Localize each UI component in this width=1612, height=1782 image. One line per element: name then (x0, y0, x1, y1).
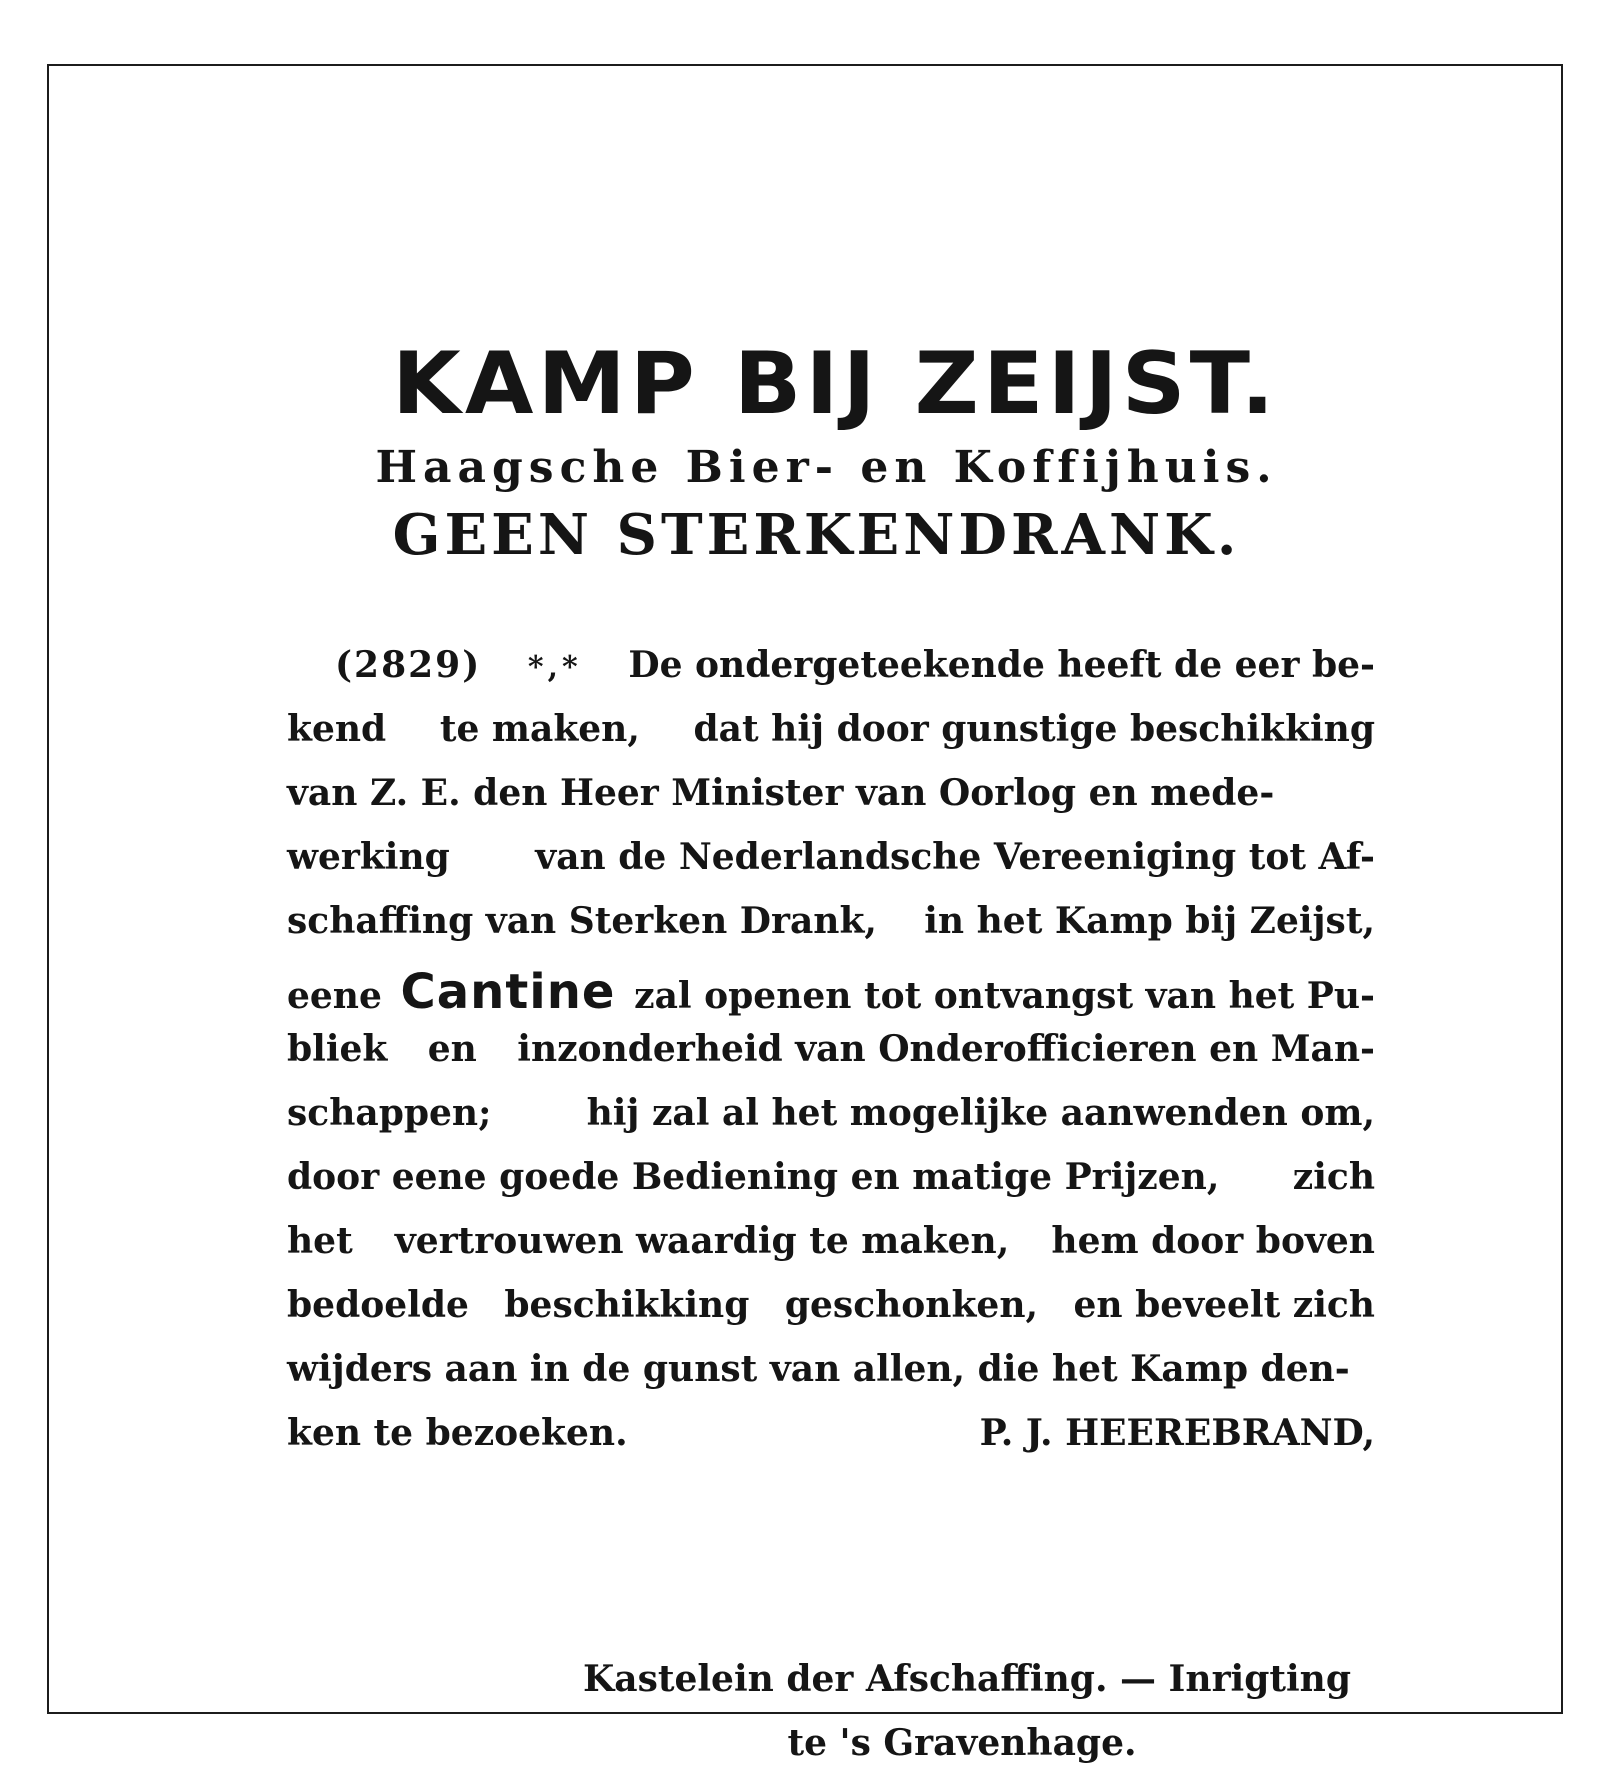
body-text: hem door boven (1051, 1220, 1375, 1262)
body-text: werking (287, 836, 450, 878)
signature-block (507, 1658, 1387, 1782)
page-frame (47, 64, 1563, 1764)
body-text: zal openen tot ontvangst van het Pu- (634, 975, 1375, 1017)
body-text: te maken, (439, 708, 640, 750)
body-text: zich (1292, 1156, 1375, 1198)
body-text: bedoelde (287, 1284, 469, 1326)
signer-name: P. J. HEEREBRAND, (979, 1412, 1375, 1454)
body-text: en (427, 1028, 477, 1070)
body-line (287, 1092, 1375, 1156)
body-line (287, 772, 1375, 836)
signer-location: te 's Gravenhage. (787, 1722, 1137, 1764)
body-line (287, 1348, 1375, 1412)
body-line (287, 708, 1375, 772)
ad-reference-number: (2829) (335, 644, 482, 686)
body-text: vertrouwen waardig te maken, (394, 1220, 1010, 1262)
body-text: geschonken, (784, 1284, 1039, 1326)
body-text: hij zal al het mogelijke aanwenden om, (586, 1092, 1375, 1134)
body-text: eene (287, 975, 382, 1017)
body-text: van Z. E. den Heer Minister van Oorlog en mede- (287, 772, 1275, 814)
body-line (287, 1220, 1375, 1284)
body-line (287, 1284, 1375, 1348)
body-line (287, 900, 1375, 964)
body-line (287, 1412, 1375, 1476)
signer-title: Kastelein der Afschaffing. — Inrigting (582, 1658, 1352, 1700)
body-text: bliek (287, 1028, 388, 1070)
body-text: door eene goede Bediening en matige Prijzen, (287, 1156, 1220, 1198)
body-text: De ondergeteekende heeft de eer be- (628, 644, 1375, 686)
body-text: dat hij door gunstige beschikking (693, 708, 1375, 750)
cantine-word: Cantine (400, 964, 616, 1020)
body-text: kend (287, 708, 387, 750)
body-text: en beveelt zich (1073, 1284, 1375, 1326)
body-text: ken te bezoeken. (287, 1412, 628, 1454)
body-line (287, 1028, 1375, 1092)
body-text: inzonderheid van Onderofficieren en Man- (517, 1028, 1375, 1070)
body-text: schaffing van Sterken Drank, (287, 900, 877, 942)
body-line (287, 1156, 1375, 1220)
asterism: *,* (527, 650, 582, 685)
body-line (287, 836, 1375, 900)
body-text: beschikking (504, 1284, 750, 1326)
body-text: in het Kamp bij Zeijst, (924, 900, 1375, 942)
body-line (287, 964, 1375, 1028)
ad-slogan: GEEN STERKENDRANK. (392, 502, 1241, 568)
ad-subtitle: Haagsche Bier- en Koffijhuis. (375, 442, 1278, 493)
body-text: het (287, 1220, 353, 1262)
ad-body (287, 644, 1375, 1764)
advertisement (239, 334, 1375, 1764)
ad-title: KAMP BIJ ZEIJST. (392, 334, 1279, 434)
body-text: van de Nederlandsche Vereeniging tot Af- (535, 836, 1375, 878)
body-line (287, 644, 1375, 708)
body-text: schappen; (287, 1092, 492, 1134)
body-text: wijders aan in de gunst van allen, die het Kamp den- (287, 1348, 1350, 1390)
